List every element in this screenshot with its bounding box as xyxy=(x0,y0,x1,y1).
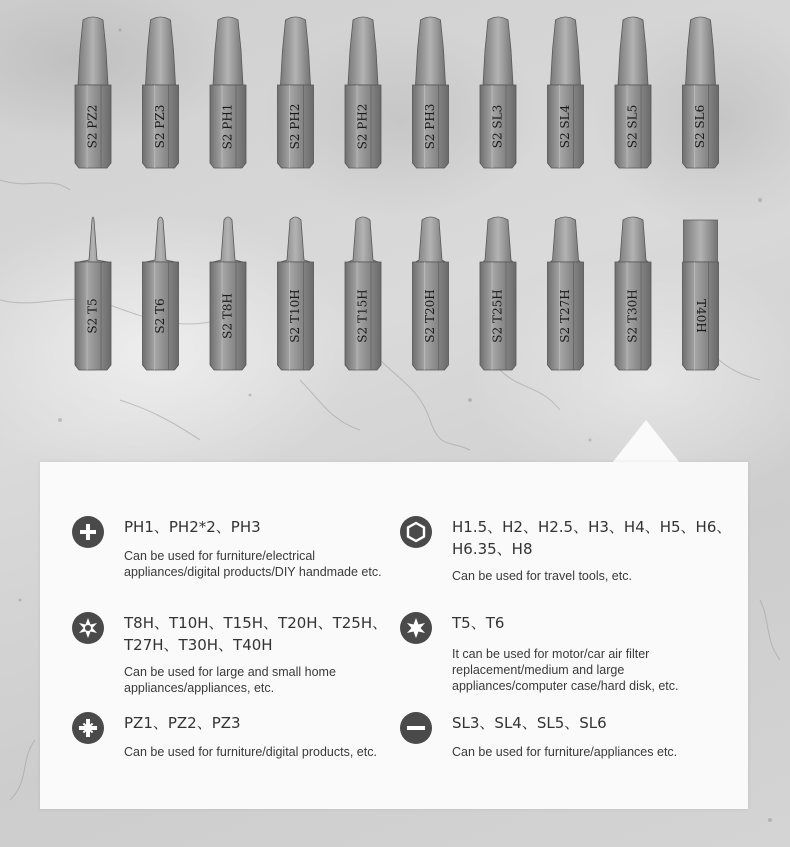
screwdriver-bit xyxy=(345,217,381,370)
screwdriver-bit xyxy=(413,17,449,168)
bit-label: S2 SL3 xyxy=(490,104,505,149)
screwdriver-bit xyxy=(413,217,449,370)
feature-description: Can be used for large and small home appliances/appliances, etc. xyxy=(124,665,336,695)
bit-label: S2 T6 xyxy=(153,298,167,334)
panel-pointer xyxy=(612,420,680,463)
bit-label: S2 T27H xyxy=(558,289,572,343)
screwdriver-bit xyxy=(548,217,584,370)
bit-label: S2 PH3 xyxy=(423,103,437,150)
torx-security-icon xyxy=(72,612,104,644)
bit-label: S2 T8H xyxy=(220,293,235,339)
feature-title: PZ1、PZ2、PZ3 xyxy=(124,714,241,732)
bit-label: S2 T15H xyxy=(355,289,370,343)
pozidriv-icon xyxy=(72,712,104,744)
screwdriver-bit xyxy=(615,217,651,370)
bit-label: S2 T30H xyxy=(625,289,640,343)
screwdriver-bit xyxy=(683,17,719,168)
screwdriver-bit xyxy=(548,17,584,168)
screwdriver-bit xyxy=(75,17,111,168)
feature-title: H1.5、H2、H2.5、H3、H4、H5、H6、H6.35、H8 xyxy=(452,518,732,558)
feature-title: T5、T6 xyxy=(452,614,505,632)
screwdriver-bit xyxy=(278,217,314,370)
bit-types-panel xyxy=(40,462,748,809)
screwdriver-bit xyxy=(345,17,381,168)
screwdriver-bit xyxy=(278,17,314,168)
slotted-minus-icon xyxy=(400,712,432,744)
bit-label: S2 T20H xyxy=(423,289,437,343)
bit-label: S2 PZ3 xyxy=(153,104,167,149)
feature-description: Can be used for furniture/appliances etc. xyxy=(452,745,678,759)
screwdriver-bit xyxy=(480,217,516,370)
torx-star-icon xyxy=(400,612,432,644)
bit-label: S2 T25H xyxy=(490,289,505,343)
screwdriver-bit xyxy=(683,220,719,370)
bit-label: S2 SL6 xyxy=(693,104,707,149)
screwdriver-bit xyxy=(480,17,516,168)
bit-label: S2 T5 xyxy=(85,298,100,334)
hexagon-icon xyxy=(400,516,432,548)
bit-label: S2 PH2 xyxy=(355,103,370,150)
feature-title: T8H、T10H、T15H、T20H、T25H、T27H、T30H、T40H xyxy=(124,614,388,654)
screwdriver-bit xyxy=(615,17,651,168)
feature-description: Can be used for furniture/electrical appliances/digital products/DIY handmade etc. xyxy=(124,549,382,579)
bit-label: S2 T10H xyxy=(288,289,302,343)
screwdriver-bit xyxy=(210,17,246,168)
bit-label: S2 PH1 xyxy=(220,103,235,150)
feature-description: Can be used for travel tools, etc. xyxy=(452,569,632,583)
feature-title: SL3、SL4、SL5、SL6 xyxy=(452,714,607,732)
screwdriver-bit xyxy=(210,217,246,370)
bit-label: S2 PH2 xyxy=(288,103,302,150)
bit-label: T40H xyxy=(694,299,708,333)
feature-description: Can be used for furniture/digital products, etc. xyxy=(124,745,377,759)
screwdriver-bit xyxy=(75,217,111,370)
screwdriver-bit xyxy=(143,17,179,168)
bit-label: S2 SL5 xyxy=(625,104,640,149)
feature-title: PH1、PH2*2、PH3 xyxy=(124,518,261,536)
screwdriver-bit xyxy=(143,217,179,370)
feature-description: It can be used for motor/car air filter replacement/medium and large appliances/computer case/hard disk, etc. xyxy=(452,647,679,693)
bit-label: S2 SL4 xyxy=(558,104,572,149)
bit-label: S2 PZ2 xyxy=(85,104,100,149)
phillips-cross-icon xyxy=(72,516,104,548)
